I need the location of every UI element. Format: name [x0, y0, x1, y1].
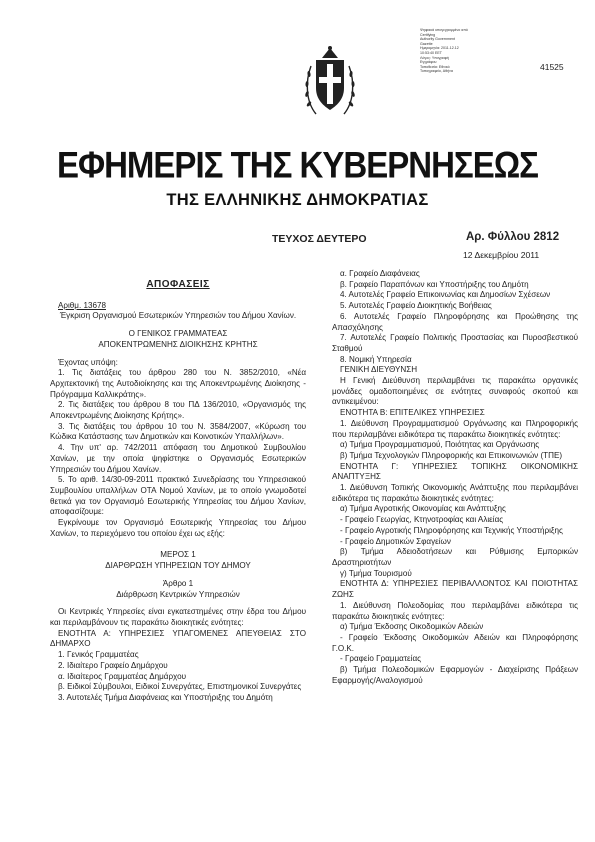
stamp-line: Λόγος: Υπογραφή — [420, 55, 449, 60]
paragraph: ΕΝΟΤΗΤΑ Γ: ΥΠΗΡΕΣΙΕΣ ΤΟΠΙΚΗΣ ΟΙΚΟΝΟΜΙΚΗΣ ΑΝΑΠΤΥΞΗΣ — [332, 461, 578, 482]
paragraph: - Γραφείο Γραμματείας — [340, 654, 422, 664]
paragraph: Έχοντας υπόψη: — [58, 357, 118, 367]
paragraph: 4. Αυτοτελές Γραφείο Επικοινωνίας και Δημοσίων Σχέσεων — [340, 290, 551, 300]
digital-signature-stamp — [420, 28, 482, 74]
paragraph: β) Τμήμα Αδειοδοτήσεων και Ρύθμισης Εμπορικών Δραστηριοτήτων — [332, 547, 578, 567]
paragraph: α) Τμήμα Αγροτικής Οικονομίας και Ανάπτυξης — [340, 504, 506, 514]
left-text-column — [50, 268, 306, 704]
paragraph: 6. Αυτοτελές Γραφείο Πληροφόρησης και Προώθησης της Απασχόλησης — [332, 311, 578, 332]
paragraph: 8. Νομική Υπηρεσία — [340, 354, 412, 364]
paragraph: Εγκρίνουμε τον Οργανισμό Εσωτερικής Υπηρεσίας του Δήμου Χανίων, το περιεχόμενο του οποίου έχει ως εξής: — [50, 518, 306, 538]
paragraph: α) Τμήμα Προγραμματισμού, Ποιότητας και Οργάνωσης — [340, 440, 540, 450]
paragraph: Αριθμ. 13678 — [58, 300, 106, 310]
paragraph: Η Γενική Διεύθυνση περιλαμβάνει τις παρακάτω οργανικές μονάδες ομαδοποιημένες σε ενότητες συναφούς σκοπού και αντικειμένου: — [332, 376, 578, 407]
page-number: 41525 — [540, 62, 564, 72]
stamp-line: Gazette — [420, 41, 433, 46]
paragraph: β) Τμήμα Πολεοδομικών Εφαρμογών - Διαχείρισης Πράξεων Εφαρμογής/Αναλογισμού — [332, 665, 578, 685]
paragraph: α. Γραφείο Διαφάνειας — [340, 269, 420, 278]
stamp-line: Ψηφιακά υπογεγραμμένο από — [420, 28, 468, 32]
gazette-subhead: ΤΗΣ ΕΛΛΗΝΙΚΗΣ ΔΗΜΟΚΡΑΤΙΑΣ — [166, 191, 429, 209]
paragraph: ΑΠΟΚΕΝΤΡΩΜΕΝΗΣ ΔΙΟΙΚΗΣΗΣ ΚΡΗΤΗΣ — [98, 339, 258, 349]
paragraph: 5. Το αριθ. 14/30-09-2011 πρακτικό Συνεδρίασης του Υπηρεσιακού Συμβουλίου υπαλλήλων ΟΤΑ Νομού Χανίων, με το οποίο γνωμοδοτεί θετικά για τον Οργανισμό Εσωτερικής Υπηρεσίας του Δήμου Χανίων, αποφασίζουμε: — [50, 475, 306, 517]
paragraph: 1. Τις διατάξεις του άρθρου 280 του Ν. 3852/2010, «Νέα Αρχιτεκτονική της Αυτοδιοίκησης και της Αποκεντρωμένης Διοίκησης - Πρόγραμμα Καλλικράτης». — [50, 368, 306, 399]
paragraph: β. Ειδικοί Σύμβουλοι, Ειδικοί Συνεργάτες, Επιστημονικοί Συνεργάτες — [58, 682, 302, 692]
paragraph: ΔΙΑΡΘΡΩΣΗ ΥΠΗΡΕΣΙΩΝ ΤΟΥ ΔΗΜΟΥ — [105, 561, 251, 571]
paragraph: - Γραφείο Δημοτικών Σφαγείων — [340, 536, 451, 546]
paragraph: 1. Γενικός Γραμματέας — [58, 650, 139, 660]
paragraph: ΕΝΟΤΗΤΑ Β: ΕΠΙΤΕΛΙΚΕΣ ΥΠΗΡΕΣΙΕΣ — [340, 408, 485, 418]
paragraph: - Γραφείο Γεωργίας, Κτηνοτροφίας και Αλιείας — [340, 515, 504, 525]
paragraph: Ο ΓΕΝΙΚΟΣ ΓΡΑΜΜΑΤΕΑΣ — [128, 329, 228, 339]
paragraph: Οι Κεντρικές Υπηρεσίες είναι εγκατεστημένες στην έδρα του Δήμου και περιλαμβάνουν τις παρακάτω διοικητικές ενότητες: — [50, 607, 306, 627]
paragraph: Άρθρο 1 — [162, 578, 194, 588]
paragraph: β. Γραφείο Παραπόνων και Υποστήριξης του Δημότη — [340, 279, 529, 289]
paragraph: ΜΕΡΟΣ 1 — [160, 550, 196, 560]
publication-date: 12 Δεκεμβρίου 2011 — [463, 250, 540, 260]
paragraph: 3. Τις διατάξεις του άρθρου 10 του Ν. 3584/2007, «Κύρωση του Κώδικα Κατάστασης των Δημοτικών και Κοινοτικών Υπαλλήλων». — [50, 421, 306, 442]
stamp-line: Τοποθεσία: Εθνικό — [420, 64, 450, 69]
stamp-line: Τυπογραφείο, Αθήνα — [420, 69, 453, 74]
paragraph: ΓΕΝΙΚΗ ΔΙΕΥΘΥΝΣΗ — [340, 365, 418, 375]
paragraph: 1. Διεύθυνση Προγραμματισμού Οργάνωσης και Πληροφορικής που περιλαμβάνει ειδικότερα τις παρακάτω διοικητικές ενότητες: — [332, 418, 578, 439]
sheet-number: Αρ. Φύλλου 2812 — [466, 231, 560, 243]
stamp-line: Εγγράφου — [420, 60, 437, 65]
section-heading: ΑΠΟΦΑΣΕΙΣ — [146, 279, 210, 290]
paragraph: 3. Αυτοτελές Τμήμα Διαφάνειας και Υποστήριξης του Δημότη — [58, 692, 273, 702]
paragraph: 4. Την υπ' αρ. 742/2011 απόφαση του Δημοτικού Συμβουλίου Χανίων, με την οποία ψηφίστηκε ο Οργανισμός Εσωτερικών Υπηρεσιών του Δήμου Χανίων. — [50, 443, 306, 474]
paragraph: α. Ιδιαίτερος Γραμματέας Δημάρχου — [58, 671, 187, 681]
stamp-line: Certifying — [420, 32, 436, 37]
paragraph: 2. Ιδιαίτερο Γραφείο Δημάρχου — [58, 660, 168, 670]
paragraph: β) Τμήμα Τεχνολογιών Πληροφορικής και Επικοινωνιών (ΤΠΕ) — [340, 450, 563, 460]
paragraph: Έγκριση Οργανισμού Εσωτερικών Υπηρεσιών του Δήμου Χανίων. — [59, 311, 297, 321]
paragraph: 5. Αυτοτελές Γραφείο Διοικητικής Βοήθειας — [340, 301, 492, 311]
paragraph: 1. Διεύθυνση Τοπικής Οικονομικής Ανάπτυξης που περιλαμβάνει ειδικότερα τις παρακάτω διοικητικές ενότητες: — [332, 483, 578, 503]
paragraph: Διάρθρωση Κεντρικών Υπηρεσιών — [116, 589, 240, 599]
coat-of-arms-emblem — [302, 44, 358, 122]
paragraph: ΕΝΟΤΗΤΑ Α: ΥΠΗΡΕΣΙΕΣ ΥΠΑΓΟΜΕΝΕΣ ΑΠΕΥΘΕΙΑΣ ΣΤΟ ΔΗΜΑΡΧΟ — [50, 628, 306, 649]
paragraph: α) Τμήμα Έκδοσης Οικοδομικών Αδειών — [340, 622, 484, 632]
paragraph: ΕΝΟΤΗΤΑ Δ: ΥΠΗΡΕΣΙΕΣ ΠΕΡΙΒΑΛΛΟΝΤΟΣ ΚΑΙ ΠΟΙΟΤΗΤΑΣ ΖΩΗΣ — [332, 579, 578, 600]
stamp-line: Authority Government — [420, 37, 455, 42]
paragraph: 2. Τις διατάξεις του άρθρου 8 του ΠΔ 136/2010, «Οργανισμός της Αποκεντρωμένης Διοίκησης Κρήτης». — [50, 400, 306, 421]
paragraph: 1. Διεύθυνση Πολεοδομίας που περιλαμβάνει ειδικότερα τις παρακάτω διοικητικές ενότητες: — [332, 600, 578, 621]
right-text-column — [332, 269, 578, 686]
gazette-masthead: ΕΦΗΜΕΡΙΣ ΤΗΣ ΚΥΒΕΡΝΗΣΕΩΣ — [57, 143, 538, 186]
paragraph: - Γραφείο Αγροτικής Πληροφόρησης και Τεχνικής Υποστήριξης — [340, 525, 563, 535]
stamp-line: Ημερομηνία: 2011.12.12 — [420, 46, 459, 51]
issue-label: ΤΕΥΧΟΣ ΔΕΥΤΕΡΟ — [272, 233, 367, 245]
paragraph: γ) Τμήμα Τουρισμού — [340, 568, 412, 578]
stamp-line: 10:53:40 EET — [420, 50, 442, 55]
paragraph: - Γραφείο Έκδοσης Οικοδομικών Αδειών και Πληροφόρησης Γ.Ο.Κ. — [332, 632, 578, 653]
paragraph: 7. Αυτοτελές Γραφείο Πολιτικής Προστασίας και Πυροσβεστικού Σταθμού — [332, 333, 578, 353]
